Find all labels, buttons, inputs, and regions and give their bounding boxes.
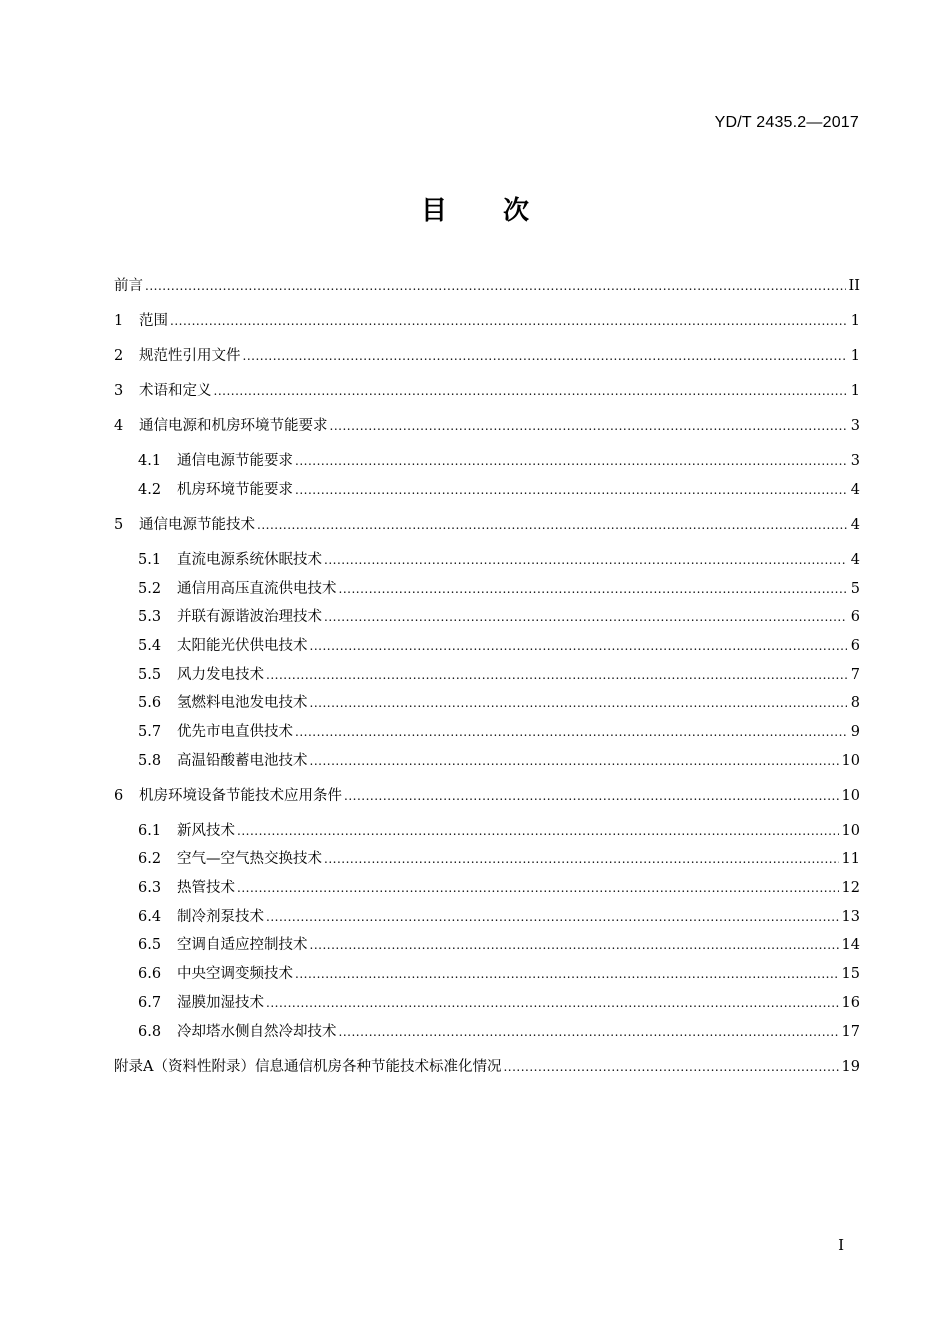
- toc-entry-page: 8: [850, 695, 860, 711]
- dot-leader: [330, 416, 848, 436]
- toc-entry-number: 4.2: [138, 482, 162, 498]
- toc-entry-6-3[interactable]: [138, 878, 860, 898]
- toc-entry-page: 4: [850, 482, 860, 498]
- toc-entry-title: 规范性引用文件: [139, 348, 241, 364]
- toc-entry-page: 16: [841, 995, 860, 1011]
- toc-entry-title: 范围: [139, 313, 168, 329]
- dot-leader: [266, 993, 839, 1013]
- page-number: I: [838, 1236, 844, 1254]
- toc-entry-title: 附录A（资料性附录）信息通信机房各种节能技术标准化情况: [114, 1059, 502, 1075]
- toc-entry-page: 5: [850, 581, 860, 597]
- dot-leader: [243, 346, 848, 366]
- dot-leader: [237, 821, 839, 841]
- toc-entry-number: 1: [114, 313, 124, 329]
- toc-entry-4[interactable]: [114, 416, 860, 436]
- dot-leader: [237, 878, 839, 898]
- toc-entry-number: 6: [114, 788, 124, 804]
- toc-entry-title: 湿膜加湿技术: [177, 995, 264, 1011]
- toc-entry-title: 制冷剂泵技术: [177, 909, 264, 925]
- dot-leader: [266, 665, 847, 685]
- dot-leader: [503, 1057, 838, 1077]
- toc-entry-6-7[interactable]: [138, 993, 860, 1013]
- toc-entry-title: 氢燃料电池发电技术: [177, 695, 308, 711]
- dot-leader: [257, 515, 847, 535]
- toc-entry-number: 6.8: [138, 1024, 162, 1040]
- toc-entry-5-7[interactable]: [138, 722, 860, 742]
- toc-entry-6-8[interactable]: [138, 1022, 860, 1042]
- toc-entry-6-4[interactable]: [138, 907, 860, 927]
- toc-entry-title: 空调自适应控制技术: [177, 937, 308, 953]
- toc-entry-page: 11: [841, 851, 860, 867]
- toc-entry-number: 6.4: [138, 909, 162, 925]
- toc-entry-2[interactable]: [114, 346, 860, 366]
- toc-entry-5[interactable]: [114, 515, 860, 535]
- toc-entry-page: 12: [841, 880, 860, 896]
- toc-entry-title: 优先市电直供技术: [177, 724, 293, 740]
- toc-entry-page: 1: [850, 348, 860, 364]
- toc-entry-1[interactable]: [114, 311, 860, 331]
- toc-entry-number: 3: [114, 383, 124, 399]
- toc-entry-number: 6.1: [138, 823, 162, 839]
- dot-leader: [339, 1022, 839, 1042]
- toc-entry-title: 空气—空气热交换技术: [177, 851, 322, 867]
- toc-entry-page: 9: [850, 724, 860, 740]
- dot-leader: [324, 607, 847, 627]
- toc-entry-page: 4: [850, 517, 860, 533]
- toc-entry-page: 3: [850, 418, 860, 434]
- toc-entry-foreword[interactable]: [114, 276, 860, 296]
- toc-entry-title: 前言: [114, 278, 143, 294]
- toc-entry-title: 热管技术: [177, 880, 235, 896]
- toc-entry-6-6[interactable]: [138, 964, 860, 984]
- toc-entry-appendix-a[interactable]: [114, 1057, 860, 1077]
- toc-entry-number: 5.4: [138, 638, 162, 654]
- toc-entry-4-2[interactable]: [138, 480, 860, 500]
- toc-entry-number: 4.1: [138, 453, 162, 469]
- toc-entry-number: 6.5: [138, 937, 162, 953]
- toc-entry-page: II: [848, 278, 860, 294]
- dot-leader: [310, 636, 848, 656]
- toc-entry-5-2[interactable]: [138, 579, 860, 599]
- toc-entry-number: 2: [114, 348, 124, 364]
- dot-leader: [295, 964, 839, 984]
- dot-leader: [295, 722, 847, 742]
- toc-entry-title: 直流电源系统休眠技术: [177, 552, 322, 568]
- toc-entry-number: 5.7: [138, 724, 162, 740]
- toc-entry-page: 14: [841, 937, 860, 953]
- toc-entry-number: 5: [114, 517, 124, 533]
- toc-entry-page: 6: [850, 609, 860, 625]
- toc-entry-title: 太阳能光伏供电技术: [177, 638, 308, 654]
- toc-entry-title: 并联有源谐波治理技术: [177, 609, 322, 625]
- toc-entry-title: 新风技术: [177, 823, 235, 839]
- toc-entry-number: 6.7: [138, 995, 162, 1011]
- toc-entry-title: 术语和定义: [139, 383, 212, 399]
- toc-entry-number: 5.5: [138, 667, 162, 683]
- toc-entry-5-8[interactable]: [138, 751, 860, 771]
- toc-entry-page: 19: [841, 1059, 860, 1075]
- toc-entry-number: 5.3: [138, 609, 162, 625]
- toc-entry-page: 10: [841, 823, 860, 839]
- toc-entry-number: 5.8: [138, 753, 162, 769]
- toc-entry-5-6[interactable]: [138, 693, 860, 713]
- dot-leader: [214, 381, 848, 401]
- toc-entry-page: 10: [841, 788, 860, 804]
- toc-entry-6-5[interactable]: [138, 935, 860, 955]
- dot-leader: [310, 751, 839, 771]
- toc-entry-title: 中央空调变频技术: [177, 966, 293, 982]
- toc-entry-title: 高温铅酸蓄电池技术: [177, 753, 308, 769]
- toc-entry-page: 7: [850, 667, 860, 683]
- toc-entry-number: 5.1: [138, 552, 162, 568]
- toc-entry-5-5[interactable]: [138, 665, 860, 685]
- dot-leader: [310, 935, 839, 955]
- toc-entry-title: 机房环境设备节能技术应用条件: [139, 788, 342, 804]
- toc-entry-number: 6.2: [138, 851, 162, 867]
- toc-entry-number: 5.6: [138, 695, 162, 711]
- dot-leader: [266, 907, 839, 927]
- toc-entry-title: 冷却塔水侧自然冷却技术: [177, 1024, 337, 1040]
- dot-leader: [145, 276, 846, 296]
- dot-leader: [310, 693, 848, 713]
- toc-entry-page: 1: [850, 383, 860, 399]
- document-code: YD/T 2435.2—2017: [714, 114, 859, 131]
- toc-entry-5-1[interactable]: [138, 550, 860, 570]
- toc-entry-page: 13: [841, 909, 860, 925]
- toc-entry-page: 3: [850, 453, 860, 469]
- toc-entry-title: 通信电源节能技术: [139, 517, 255, 533]
- dot-leader: [324, 849, 839, 869]
- toc-entry-page: 10: [841, 753, 860, 769]
- toc-entry-6-1[interactable]: [138, 821, 860, 841]
- toc-entry-page: 17: [841, 1024, 860, 1040]
- toc-entry-page: 6: [850, 638, 860, 654]
- toc-entry-title: 通信用高压直流供电技术: [177, 581, 337, 597]
- toc-entry-6[interactable]: [114, 786, 860, 806]
- toc-title: 目次: [420, 196, 585, 226]
- dot-leader: [339, 579, 848, 599]
- toc-entry-page: 4: [850, 552, 860, 568]
- toc-entry-number: 6.6: [138, 966, 162, 982]
- toc-entry-title: 机房环境节能要求: [177, 482, 293, 498]
- toc-entry-4-1[interactable]: [138, 451, 860, 471]
- toc-entry-number: 5.2: [138, 581, 162, 597]
- toc-entry-title: 通信电源和机房环境节能要求: [139, 418, 328, 434]
- toc-entry-5-3[interactable]: [138, 607, 860, 627]
- toc-entry-page: 1: [850, 313, 860, 329]
- toc-entry-3[interactable]: [114, 381, 860, 401]
- dot-leader: [170, 311, 847, 331]
- toc-entry-number: 6.3: [138, 880, 162, 896]
- dot-leader: [344, 786, 839, 806]
- toc-entry-number: 4: [114, 418, 124, 434]
- dot-leader: [324, 550, 847, 570]
- dot-leader: [295, 451, 847, 471]
- toc-entry-5-4[interactable]: [138, 636, 860, 656]
- toc-entry-title: 通信电源节能要求: [177, 453, 293, 469]
- toc-entry-page: 15: [841, 966, 860, 982]
- dot-leader: [295, 480, 847, 500]
- toc-entry-6-2[interactable]: [138, 849, 860, 869]
- toc-entry-title: 风力发电技术: [177, 667, 264, 683]
